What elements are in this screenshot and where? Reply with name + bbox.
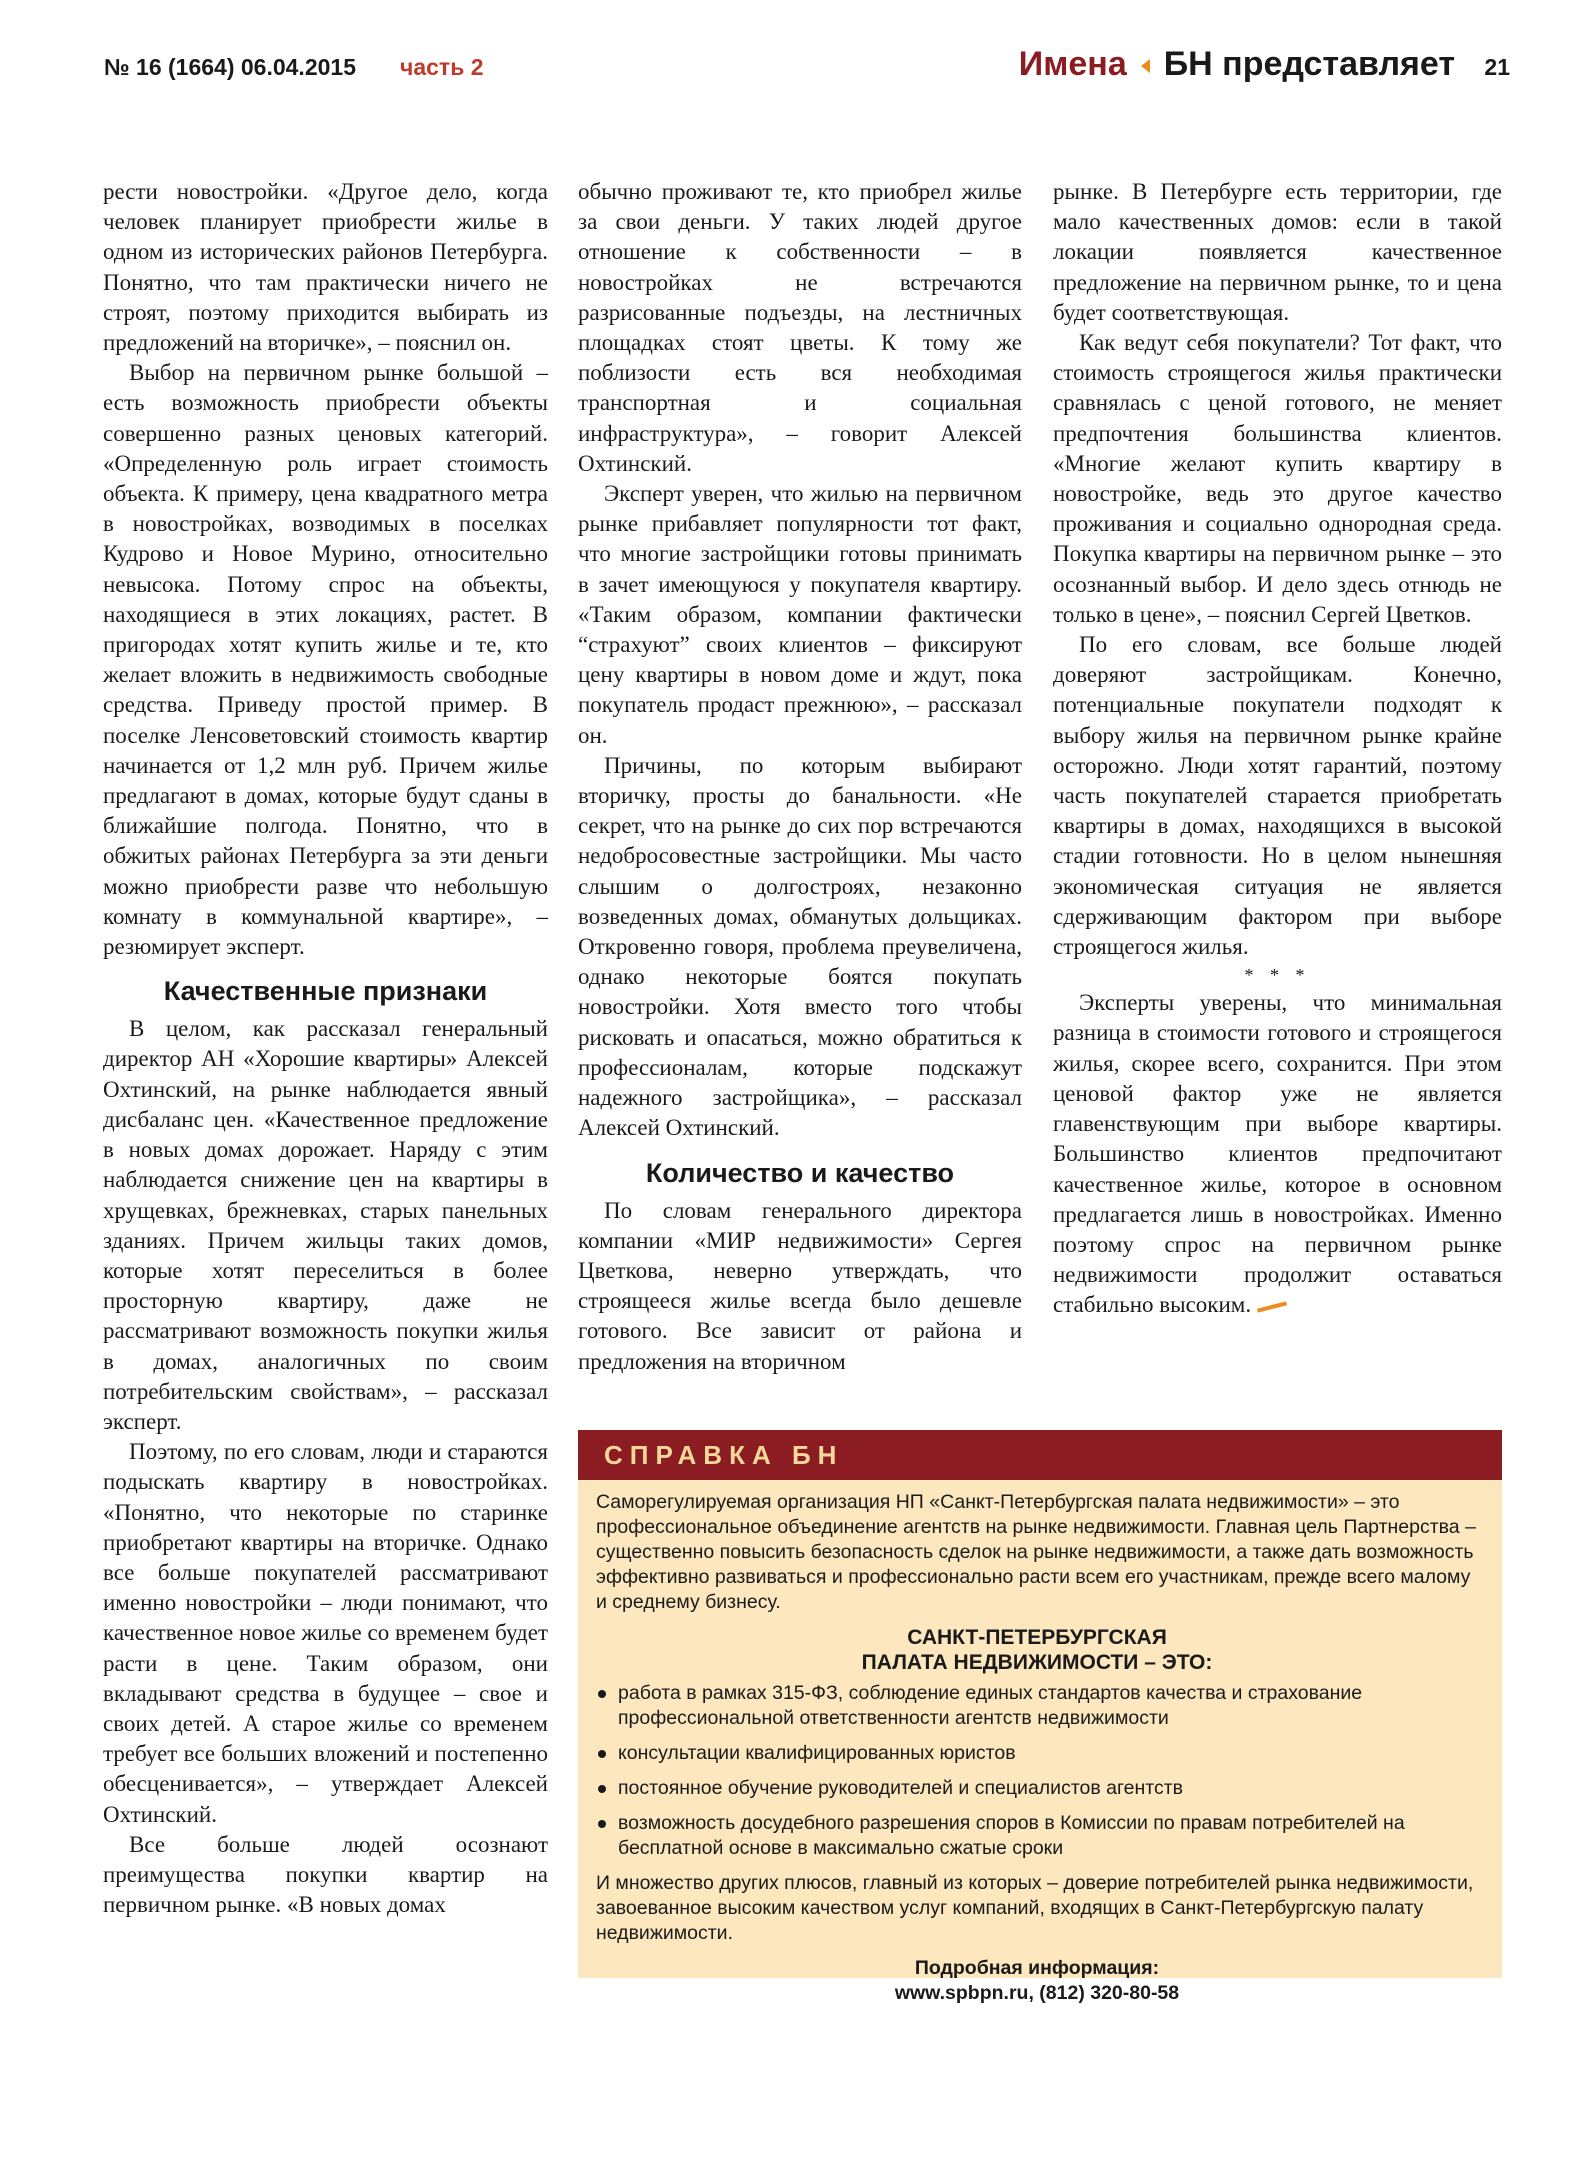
list-item: возможность досудебного разрешения споров в Комиссии по правам потребителей на бесплатной основе в максимально сжатые сроки [596, 1811, 1478, 1861]
paragraph: рести новостройки. «Другое дело, когда человек планирует приобрести жилье в одном из исторических районов Петербурга. Понятно, что там практически ничего не строят, поэтому приходится выбирать из предложений на вторичке», – пояснил он. [103, 179, 548, 356]
paragraph: Выбор на первичном рынке большой – есть возможность приобрести объекты совершенно разных ценовых категорий. «Определенную роль играет стоимость объекта. К примеру, цена квадратного метра в новостройках, возводимых в поселках Кудрово и Новое Мурино, относительно невысока. Потому спрос на объекты, находящиеся в этих локациях, растет. В пригородах хотят купить жилье и те, кто желает вложить в недвижимость свободные средства. Приведу простой пример. В поселке Ленсоветовский стоимость квартир начинается от 1,2 млн руб. Причем жилье предлагают в домах, которые будут сданы в ближайшие полгода. Понятно, что в обжитых районах Петербурга за эти деньги можно приобрести разве что небольшую комнату в коммунальной квартире», – резюмирует эксперт. [103, 360, 548, 960]
paragraph: рынке. В Петербурге есть территории, где мало качественных домов: если в такой локации появляется качественное предложение на первичном рынке, то и цена будет соответствующая. [1053, 179, 1502, 325]
contact-link[interactable]: www.spbpn.ru, (812) 320-80-58 [894, 1982, 1180, 2004]
info-box-subtitle [596, 1625, 1478, 1675]
info-box-list [596, 1681, 1478, 1861]
info-box-subtitle-line-1: САНКТ-ПЕТЕРБУРГСКАЯ [907, 1626, 1167, 1649]
paragraph: Все больше людей осознают преимущества покупки квартир на первичном рынке. «В новых домах [103, 1831, 548, 1918]
closing-paragraph-text: Эксперты уверены, что минимальная разница в стоимости готового и строящегося жилья, скорее всего, сохранится. При этом ценовой фактор уже не является главенствующим при выборе квартиры. Большинство клиентов предпочитают качественное жилье, которое в основном предлагается лишь в новостройках. Именно поэтому спрос на первичном рынке недвижимости продолжит оставаться стабильно высоким. [1053, 990, 1502, 1318]
info-box [578, 1430, 1502, 2004]
paragraph: В целом, как рассказал генеральный директор АН «Хорошие квартиры» Алексей Охтинский, на рынке наблюдается явный дисбаланс цен. «Качественное предложение в новых домах дорожает. Наряду с этим наблюдается снижение цен на квартиры в хрущевках, брежневках, старых панельных зданиях. Причем жильцы таких домов, которые хотят переселиться в более просторную квартиру, даже не рассматривают возможность покупки жилья в домах, аналогичных по своим потребительским свойствам», – рассказал эксперт. [103, 1016, 548, 1434]
section-part: часть 2 [400, 54, 484, 80]
article-column-3 [1053, 177, 1502, 1321]
paragraph: Поэтому, по его словам, люди и стараются подыскать квартиру в новостройках. «Понятно, что некоторые по старинке приобретают квартиры на вторичке. Однако все больше покупателей рассматривают именно новостройки – люди понимают, что качественное новое жилье со временем будет расти в цене. Таким образом, они вкладывают средства в будущее – свое и своих детей. А старое жилье со временем требует все больших вложений и постепенно обесценивается», – утверждает Алексей Охтинский. [103, 1439, 548, 1827]
section-divider-stars: * * * [1244, 965, 1311, 986]
paragraph: По его словам, все больше людей доверяют застройщикам. Конечно, потенциальные покупатели подходят к выбору жилья на первичном рынке крайне осторожно. Люди хотят гарантий, поэтому часть покупателей старается приобретать квартиры в домах, находящихся в высокой стадии готовности. Но в целом нынешняя экономическая ситуация не является сдерживающим фактором при выборе строящегося жилья. [1053, 632, 1502, 960]
list-item: консультации квалифицированных юристов [596, 1741, 1478, 1766]
paragraph: обычно проживают те, кто приобрел жилье за свои деньги. У таких людей другое отношение к собственности – в новостройках не встречаются разрисованные подъезды, на лестничных площадках стоят цветы. К тому же поблизости есть вся необходимая транспортная и социальная инфраструктура», – говорит Алексей Охтинский. [578, 179, 1022, 476]
info-box-title: СПРАВКА БН [604, 1440, 844, 1470]
article-column-2 [578, 177, 1022, 1377]
rubric [1019, 45, 1455, 84]
info-box-more: И множество других плюсов, главный из которых – доверие потребителей рынка недвижимости, завоеванное высоким качеством услуг компаний, входящих в Санкт-Петербургскую палату недвижимости. [596, 1872, 1474, 1944]
bullet-icon [598, 1785, 606, 1793]
paragraph: Как ведут себя покупатели? Тот факт, что стоимость строящегося жилья практически сравнялась с ценой готового, не меняет предпочтения большинства клиентов. «Многие желают купить квартиру в новостройке, ведь это другое качество проживания и социально однородная среда. Покупка квартиры на первичном рынке – это осознанный выбор. И дело здесь отнюдь не только в цене», – пояснил Сергей Цветков. [1053, 330, 1502, 627]
page-header [0, 0, 1575, 110]
end-of-article-icon [1257, 1301, 1287, 1312]
subheading-quality-signs: Качественные признаки [163, 976, 488, 1007]
article-column-1 [103, 177, 548, 1920]
subheading-quantity-and-quality: Количество и качество [645, 1157, 955, 1188]
bullet-icon [598, 1690, 606, 1698]
info-label: Подробная информация: [914, 1957, 1160, 1979]
page-number: 21 [1484, 54, 1510, 80]
info-box-subtitle-line-2: ПАЛАТА НЕДВИЖИМОСТИ – ЭТО: [861, 1651, 1213, 1674]
triangle-separator-icon [1141, 59, 1150, 73]
paragraph [1053, 988, 1502, 1320]
rubric-bn-presents: БН представляет [1163, 45, 1455, 83]
paragraph: Причины, по которым выбирают вторичку, просты до банальности. «Не секрет, что на рынке до сих пор встречаются недобросовестные застройщики. Мы часто слышим о долгостроях, незаконно возведенных домах, обманутых дольщиках. Откровенно говоря, проблема преувеличена, однако некоторые боятся покупать новостройки. Хотя вместо того чтобы рисковать и опасаться, можно обратиться к профессионалам, которые подскажут надежного застройщика», – рассказал Алексей Охтинский. [578, 752, 1022, 1141]
list-item: постоянное обучение руководителей и специалистов агентств [596, 1776, 1478, 1801]
issue-number: № 16 (1664) 06.04.2015 [104, 54, 356, 80]
info-box-header [578, 1430, 1502, 1480]
info-box-intro: Саморегулируемая организация НП «Санкт-Петербургская палата недвижимости» – это профессиональное объединение агентств на рынке недвижимости. Главная цель Партнерства – существенно повысить безопасность сделок на рынке недвижимости, а также дать возможность эффективно развиваться и профессионально расти всем его участникам, прежде всего малому и среднему бизнесу. [596, 1491, 1476, 1613]
bullet-icon [598, 1820, 606, 1828]
rubric-names: Имена [1018, 45, 1127, 83]
paragraph: Эксперт уверен, что жилью на первичном рынке прибавляет популярности тот факт, что многие застройщики готовы принимать в зачет имеющуюся у покупателя квартиру. «Таким образом, компании фактически “страхуют” своих клиентов – фиксируют цену квартиры в новом доме и ждут, пока покупатель продаст прежнюю», – рассказал он. [578, 481, 1022, 748]
info-box-body [578, 1480, 1502, 2006]
info-box-contact [596, 1956, 1478, 2006]
bullet-icon [598, 1750, 606, 1758]
list-item: работа в рамках 315-ФЗ, соблюдение единых стандартов качества и страхование профессиональной ответственности агентств недвижимости [596, 1681, 1478, 1731]
paragraph: По словам генерального директора компании «МИР недвижимости» Сергея Цветкова, неверно утверждать, что строящееся жилье всегда было дешевле готового. Все зависит от района и предложения на вторичном [578, 1197, 1022, 1374]
